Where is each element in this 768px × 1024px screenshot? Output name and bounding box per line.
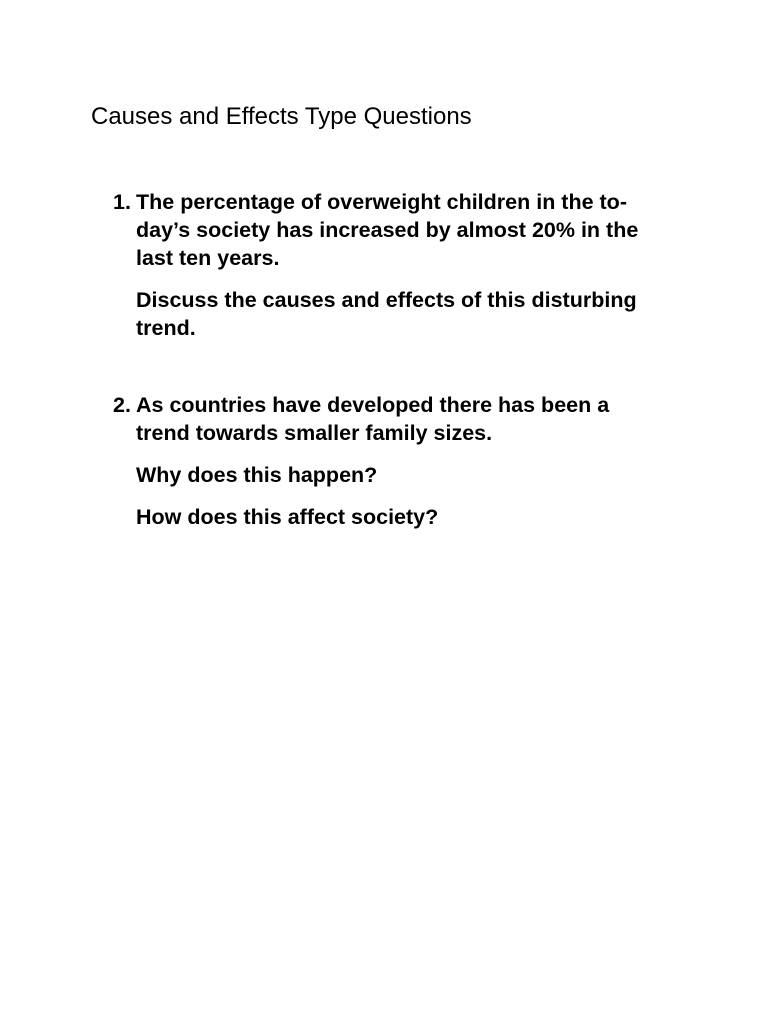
question-number: 2. [113,393,131,417]
question-text-line: As countries have developed there has been a [136,393,610,417]
question-text-line: trend towards smaller family sizes. [136,421,493,445]
question-body [136,188,676,342]
question-instruction [136,286,676,342]
question-body [136,391,676,531]
question-instruction [136,503,676,531]
question-instruction [136,461,676,489]
question-text-line: day’s society has increased by almost 20% in the [136,218,639,242]
question-text-line: The percentage of overweight children in the to- [136,190,627,214]
question-prompt [136,188,676,272]
question-number: 1. [113,190,131,214]
question-text-line: trend. [136,316,196,340]
question-prompt [136,391,676,447]
question-text-line: How does this affect society? [136,505,439,529]
question-text-line: Discuss the causes and effects of this disturbing [136,288,637,312]
page-title: Causes and Effects Type Questions [91,103,472,130]
question-text-line: last ten years. [136,246,280,270]
question-text-line: Why does this happen? [136,463,378,487]
